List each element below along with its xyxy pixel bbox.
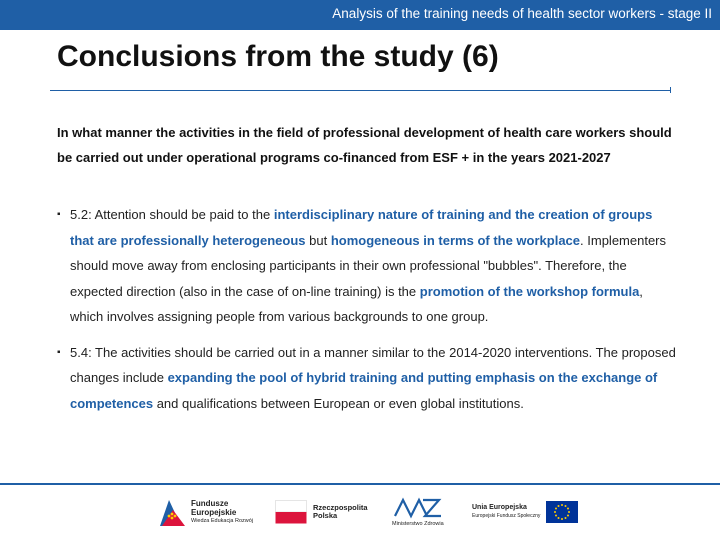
logo-unia-europejska [472,501,578,523]
bullet-text: and qualifications between European or even global institutions. [153,395,524,411]
logo4-line1: Unia Europejska [472,503,527,511]
logo2-line2: Polska [313,511,338,520]
ministry-of-health-icon [393,496,443,520]
bullet-marker: ▪ [57,346,61,358]
logo-ministerstwo-zdrowia [392,496,444,529]
logo-fundusze-europejskie [157,496,253,530]
logo1-line2: Europejskie [191,507,237,517]
footer-divider [0,483,720,485]
title-divider-end [670,87,671,93]
bullet-text: . Implementers should move away from enclosing participants in their own professional "bubbles". Therefore, the expected direction (also in the case of on-line training) is the [70,232,667,299]
bullet-item [57,202,677,330]
logo-rzeczpospolita-polska [275,500,368,524]
bullet-highlight: expanding the pool of hybrid training and putting emphasis on the exchange of competences [70,370,658,411]
logo1-line1: Fundusze [191,499,229,509]
logo1-line3: Wiedza Edukacja Rozwój [191,518,254,525]
footer-logos [0,486,720,540]
bullet-list [57,202,677,416]
slide-title: Conclusions from the study (6) [57,40,499,73]
intro-text: In what manner the activities in the field of professional development of health care workers should be carried out under operational programs co-financed from ESF + in the years 2021-2027 [57,125,672,165]
logo4-line2: Europejski Fundusz Społeczny [472,513,541,519]
bullet-highlight: interdisciplinary nature of training and the creation of groups that are professionally heterogeneous [70,207,653,248]
bullet-text: but [305,232,331,248]
bullet-highlight: promotion of the workshop formula [419,283,640,299]
polish-flag-icon [275,500,307,524]
bullet-highlight: homogeneous in terms of the workplace [330,232,581,248]
bullet-text: 5.2: Attention should be paid to the [70,207,274,222]
bullet-text: , which involves assigning people from various backgrounds to one group. [70,283,643,324]
logo3-line1: Ministerstwo Zdrowia [392,521,444,527]
logo2-line1: Rzeczpospolita [313,502,368,512]
header-subtitle: Analysis of the training needs of health sector workers - stage II [332,6,712,21]
bullet-item [57,340,677,417]
bullet-marker: ▪ [57,209,61,220]
eu-flag-icon [546,501,578,523]
fundusze-europejskie-icon [157,496,187,530]
title-divider [50,90,670,91]
header-bar [0,0,720,30]
bullet-text: 5.4: The activities should be carried out in a manner similar to the 2014-2020 interventions. The proposed changes include [70,344,676,385]
